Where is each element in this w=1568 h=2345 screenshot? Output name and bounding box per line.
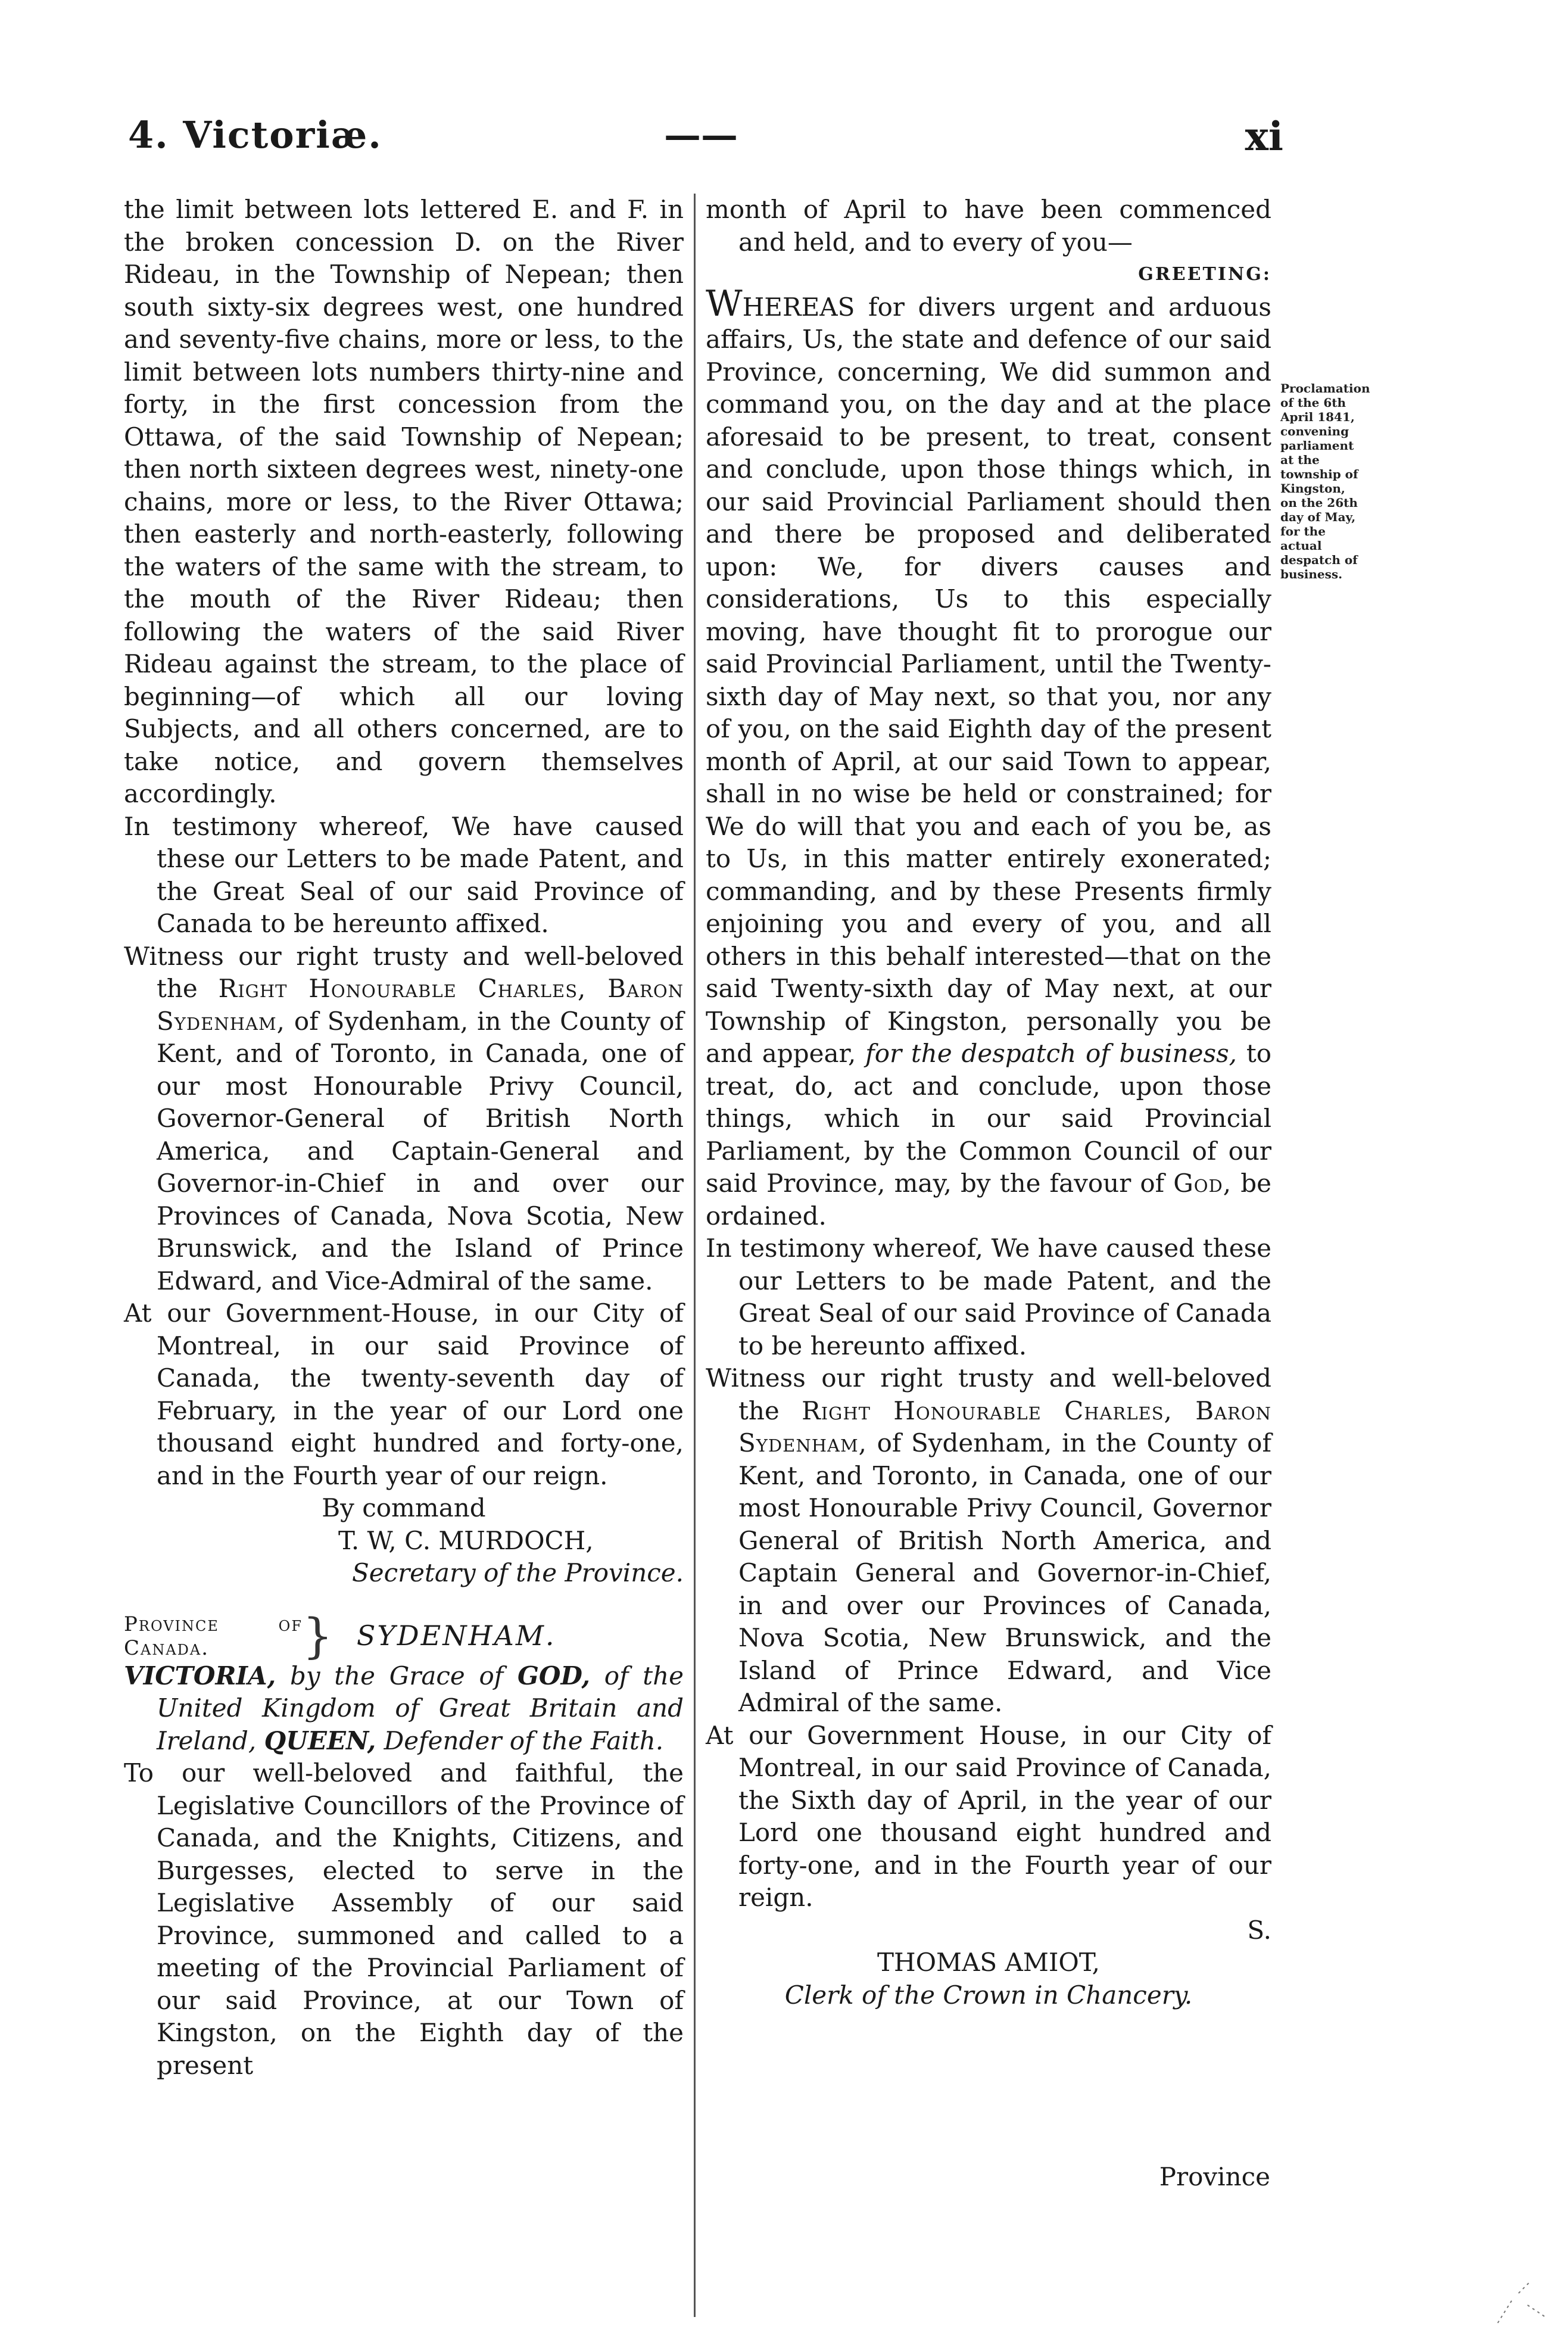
catchword: Province — [1159, 2162, 1270, 2191]
address-paragraph: To our well-beloved and faithful, the Legislative Councillors of the Province of Canada, and the Knights, Citizens, and Burgesses, elected to serve in the Legislative Assembly of our said Province, summoned and called to a meeting of the Provincial Parliament of our said Province, at our Town of Kingston, on the Eighth day of the present — [124, 1758, 684, 2080]
clerk-title: Clerk of the Crown in Chancery. — [784, 1980, 1193, 2010]
left-column — [124, 194, 684, 2082]
header-dash: —— — [664, 113, 738, 157]
page-number: xi — [1245, 113, 1283, 160]
by-command: By command — [322, 1493, 486, 1522]
seal-mark: S. — [1247, 1915, 1271, 1945]
province-label: Province of Canada. — [124, 1612, 303, 1660]
royal-style: VICTORIA, by the Grace of GOD, of the United Kingdom of Great Britain and Ireland, QUEEN, Defender of the Faith. — [124, 1661, 684, 1755]
running-header — [128, 113, 1283, 179]
government-house-paragraph: At our Government-House, in our City of Montreal, in our said Province of Canada, the twenty-seventh day of February, in the year of our Lord one thousand eight hundred and forty-one, and in the Fourth year of our reign. — [124, 1298, 684, 1490]
witness-body: of Sydenham, in the County of Kent, and of Toronto, in Canada, one of our most Honourable Privy Council, Governor-General of British North America, and Captain-General and Governor-in-Chief in and over our Provinces of Canada, Nova Scotia, New Brunswick, and the Island of Prince Edward, and Vice-Admiral of the same. — [157, 1006, 684, 1295]
testimony-paragraph-2: In testimony whereof, We have caused these our Letters to be made Patent, and the Great Seal of our said Province of Canada to be hereunto affixed. — [706, 1234, 1271, 1360]
sydenham-signature: SYDENHAM. — [356, 1620, 556, 1652]
clerk-name: THOMAS AMIOT, — [877, 1948, 1101, 1977]
right-column — [706, 194, 1271, 2011]
testimony-paragraph: In testimony whereof, We have caused these our Letters to be made Patent, and the Great Seal of our said Province of Canada to be hereunto affixed. — [124, 811, 684, 938]
greeting: GREETING: — [1138, 264, 1271, 285]
whereas-paragraph: WHEREAS for divers urgent and arduous affairs, Us, the state and defence of our said Province, concerning, We did summon and command you, on the day and at the place aforesaid to be present, to treat, consent and conclude, upon those things which, in our said Provincial Parliament should then and there be proposed and deliberated upon: We, for divers causes and considerations, Us to this especially moving, have thought fit to prorogue our said Provincial Parliament, until the Twenty-sixth day of May next, so that you, nor any of you, on the said Eighth day of the present month of April, at our said Town to appear, shall in no wise be held or constrained; for We do will that you and each of you be, as to Us, in this matter entirely exonerated; commanding, and by these Presents firmly enjoining you and every of you, and all others in this behalf interested—that on the said Twenty-sixth day of May next, at our Township of Kingston, personally you be and appear, for the despatch of business, to treat, do, act and conclude, upon those things, which in our said Provincial Parliament, by the Common Council of our said Province, may, by the favour of God, be ordained. — [706, 282, 1271, 1231]
signatory-name: T. W, C. MURDOCH, — [338, 1525, 594, 1555]
witness-intro: Witness our right trusty and well-beloved the — [124, 941, 684, 1003]
scan-speck-decoration — [1495, 2275, 1548, 2329]
signatory-title: Secretary of the Province. — [351, 1558, 684, 1587]
drop-cap: W — [706, 282, 743, 325]
boundary-paragraph: the limit between lots lettered E. and F. in the broken concession D. on the River Rideau, in the Township of Nepean; then south sixty-six degrees west, one hundred and seventy-five chains, more or less, to the limit between lots numbers thirty-nine and forty, in the first concession from the Ottawa, of the said Township of Nepean; then north sixteen degrees west, ninety-one chains, more or less, to the River Ottawa; then easterly and north-easterly, following the waters of the same with the stream, to the mouth of the River Rideau; then following the waters of the said River Rideau against the stream, to the place of beginning—of which all our loving Subjects, and all others concerned, are to take notice, and govern themselves accordingly. — [124, 195, 684, 808]
margin-note: Proclamation of the 6th April 1841, convening parliament at the township of Kingston, on the 26th day of May, for the actual despatch of business. — [1280, 381, 1370, 581]
witness-paragraph-2: Witness our right trusty and well-beloved the Right Honourable Charles, Baron Sydenham, of Sydenham, in the County of Kent, and Toronto, in Canada, one of our most Honourable Privy Council, Governor General of British North America, and Captain General and Governor-in-Chief, in and over our Provinces of Canada, Nova Scotia, New Brunswick, and the Island of Prince Edward, and Vice Admiral of the same. — [706, 1363, 1271, 1717]
column-divider — [694, 194, 696, 2317]
brace-glyph: } — [303, 1608, 333, 1664]
witness-paragraph — [124, 941, 684, 1298]
continuation-paragraph: month of April to have been commenced and held, and to every of you— — [706, 195, 1271, 257]
witness-title: Right Honourable Charles, Baron Sydenham, — [157, 974, 684, 1036]
header-title: 4. Victoriæ. — [128, 113, 382, 157]
province-heading — [124, 1608, 684, 1664]
government-house-paragraph-2: At our Government House, in our City of Montreal, in our said Province of Canada, the Sixth day of April, in the year of our Lord one thousand eight hundred and forty-one, and in the Fourth year of our reign. — [706, 1720, 1271, 1912]
